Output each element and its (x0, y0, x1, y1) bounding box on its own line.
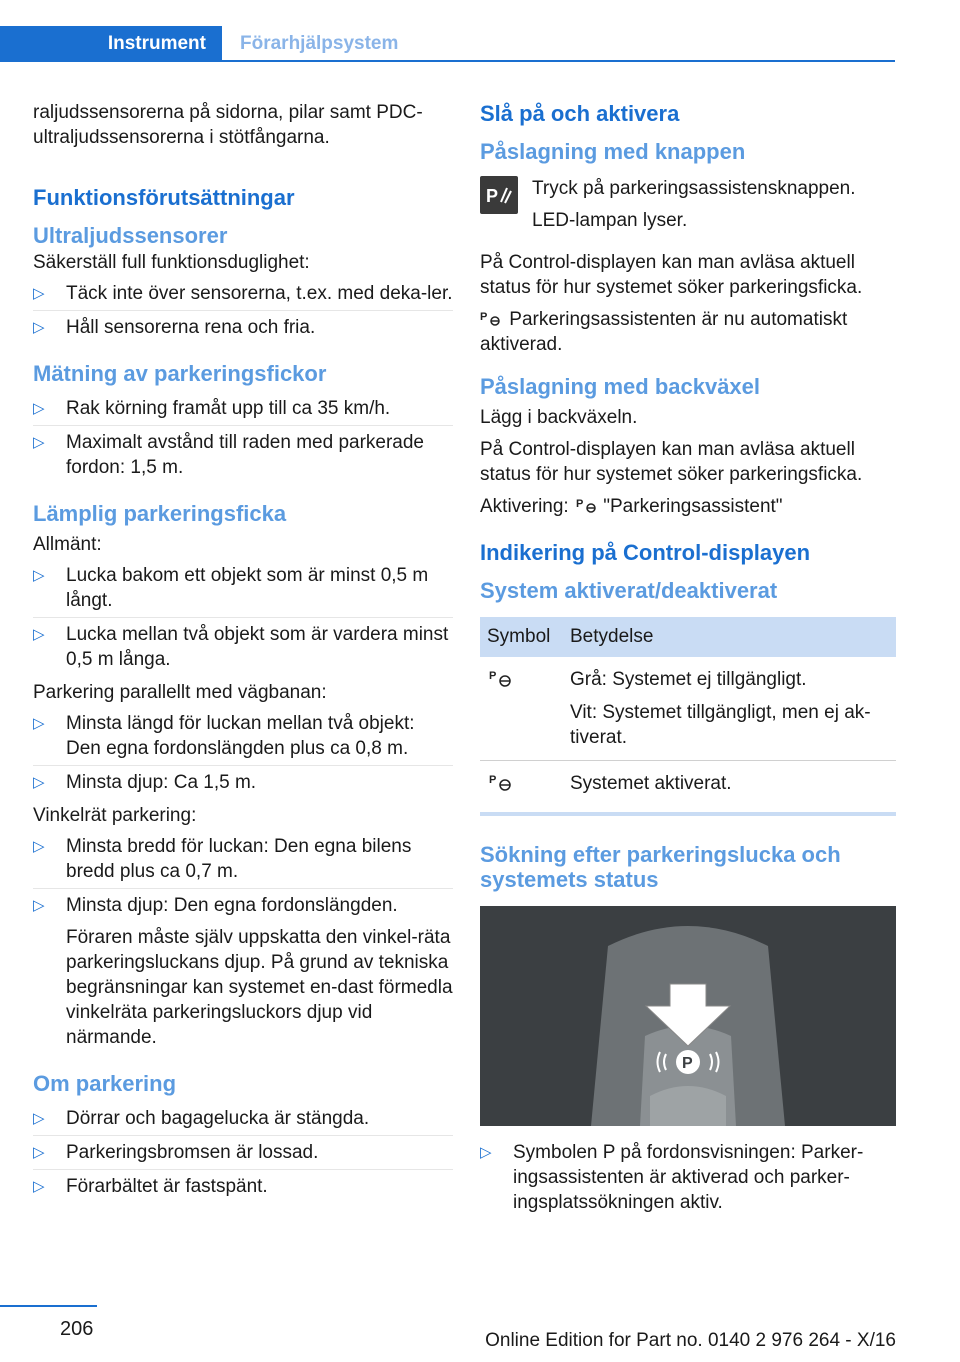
left-column (33, 100, 453, 1203)
rev-p3-row (480, 494, 896, 519)
tab-forarhjalpsystem[interactable]: Förarhjälpsystem (240, 33, 399, 54)
list-item: ▷ Maximalt avstånd till raden med parkerade fordon: 1,5 m. (33, 432, 425, 478)
page-number: 206 (60, 1318, 94, 1340)
ultra-text: Säkerställ full funktionsduglighet: (33, 252, 310, 273)
perp-note: Föraren måste själv uppskatta den vinkel-räta parkeringsluckans djup. På grund av tekniska begränsningar kan systemet en-dast förmedla vinkelräta parkeringsluckors djup vid närmande. (66, 927, 453, 1048)
meaning-white: Vit: Systemet tillgängligt, men ej ak-tiverat. (570, 702, 871, 748)
svg-text:P: P (682, 1055, 693, 1072)
heading-system-aktiverat: System aktiverat/deaktiverat (480, 578, 778, 603)
rev-p3-suffix: "Parkeringsassistent" (603, 496, 783, 517)
heading-lamplig: Lämplig parkeringsficka (33, 501, 287, 526)
heading-ultraljudssensorer: Ultraljudssensorer (33, 223, 228, 248)
parallel-label: Parkering parallellt med vägbanan: (33, 682, 327, 703)
list-item: ▷ Förarbältet är fastspänt. (33, 1176, 268, 1197)
tab-instrument[interactable]: Instrument (0, 26, 222, 62)
rev-p3-prefix: Aktivering: (480, 496, 569, 517)
meaning-grey: Grå: Systemet ej tillgängligt. (570, 669, 807, 690)
table-row (480, 657, 896, 761)
table-header-row (480, 617, 896, 657)
triangle-bullet-icon: ▷ (33, 400, 45, 417)
parking-assist-icon (480, 308, 504, 328)
list-item: ▷ Täck inte över sensorerna, t.ex. med deka-ler. (33, 277, 453, 311)
list-item: ▷ Lucka mellan två objekt som är vardera minst 0,5 m långa. (33, 624, 449, 670)
perp-list (33, 830, 453, 1054)
svg-text:P: P (489, 774, 497, 786)
list-item: ▷ Minsta längd för luckan mellan två objekt: Den egna fordonslängden plus ca 0,8 m. (33, 707, 453, 766)
triangle-bullet-icon: ▷ (33, 1110, 45, 1127)
triangle-bullet-icon: ▷ (33, 285, 45, 302)
meaning-cell (563, 657, 896, 761)
header-tabs (0, 26, 895, 62)
heading-funktionsforutsattningar: Funktionsförutsättningar (33, 185, 295, 210)
heading-backvaxel: Påslagning med backväxel (480, 374, 761, 399)
heading-matning: Mätning av parkeringsfickor (33, 361, 327, 386)
parking-assist-icon (574, 495, 598, 515)
triangle-bullet-icon: ▷ (33, 319, 45, 336)
symbol-cell (480, 657, 563, 761)
list-item: ▷ Minsta bredd för luckan: Den egna bilens bredd plus ca 0,7 m. (33, 830, 453, 889)
col-symbol: Symbol (480, 617, 563, 657)
triangle-bullet-icon: ▷ (480, 1144, 492, 1161)
list-item: ▷ Lucka bakom ett objekt som är minst 0,5 m långt. (33, 559, 453, 618)
list-item: ▷ Dörrar och bagagelucka är stängda. (33, 1102, 453, 1136)
button-instruction (480, 176, 896, 240)
symbol-cell (480, 761, 563, 815)
list-item: ▷ Rak körning framåt upp till ca 35 km/h. (33, 392, 453, 426)
button-text-2: LED-lampan lyser. (532, 210, 688, 231)
parking-assist-active-icon (487, 771, 517, 795)
ultra-list (33, 277, 453, 344)
vehicle-illustration (480, 906, 896, 1126)
heading-indikering: Indikering på Control-displayen (480, 540, 811, 565)
triangle-bullet-icon: ▷ (33, 567, 45, 584)
svg-text:P: P (480, 311, 488, 323)
table-row (480, 761, 896, 815)
right-column (480, 100, 896, 1219)
triangle-bullet-icon: ▷ (33, 1178, 45, 1195)
heading-om-parkering: Om parkering (33, 1071, 177, 1096)
symbol-table (480, 617, 896, 816)
footer-line (0, 1305, 97, 1307)
triangle-bullet-icon: ▷ (33, 838, 45, 855)
svg-text:P: P (575, 498, 584, 510)
rev-p1: Lägg i backväxeln. (480, 407, 638, 428)
list-item: ▷ Symbolen P på fordonsvisningen: Parker-ingsassistenten är aktiverad och parker-ingsplatssökningen aktiv. (480, 1142, 864, 1213)
meas-list (33, 392, 453, 484)
button-p2-row (480, 307, 896, 357)
triangle-bullet-icon: ▷ (33, 434, 45, 451)
suit-general: Allmänt: (33, 534, 102, 555)
park-list (33, 1102, 453, 1203)
list-item: ▷ Håll sensorerna rena och fria. (33, 317, 316, 338)
intro-text: raljudssensorerna på sidorna, pilar samt PDC-ultraljudssensorerna i stötfångarna. (33, 102, 423, 148)
heading-knappen: Påslagning med knappen (480, 139, 746, 164)
triangle-bullet-icon: ▷ (33, 897, 45, 914)
suit-list (33, 559, 453, 676)
search-list (480, 1136, 896, 1219)
parallel-list (33, 707, 453, 799)
rev-p2: På Control-displayen kan man avläsa aktuell status för hur systemet söker parkeringsficka. (480, 439, 863, 485)
parking-assist-icon (487, 667, 517, 691)
button-p1: På Control-displayen kan man avläsa aktuell status för hur systemet söker parkeringsficka. (480, 252, 863, 298)
triangle-bullet-icon: ▷ (33, 1144, 45, 1161)
edition-text: Online Edition for Part no. 0140 2 976 264 - X/16 (485, 1330, 896, 1351)
svg-text:P: P (486, 186, 499, 206)
button-p2: Parkeringsassistenten är nu automatiskt aktiverad. (480, 309, 848, 355)
list-item: ▷ Minsta djup: Den egna fordonslängden. Föraren måste själv uppskatta den vinkel-räta parkeringsluckans djup. På grund av tekniska begränsningar kan systemet en-dast förmedla vinkelräta parkeringsluckors djup vid närmande. (33, 895, 453, 1048)
meaning-cell: Systemet aktiverat. (563, 761, 896, 815)
vehicle-display-figure (480, 906, 896, 1126)
col-betydelse: Betydelse (563, 617, 896, 657)
list-item: ▷ Parkeringsbromsen är lossad. (33, 1136, 453, 1170)
heading-sokning: Sökning efter parkeringslucka och systemets status (480, 842, 841, 892)
svg-text:P: P (489, 670, 497, 682)
triangle-bullet-icon: ▷ (33, 774, 45, 791)
triangle-bullet-icon: ▷ (33, 626, 45, 643)
perp-label: Vinkelrät parkering: (33, 805, 197, 826)
button-text-1: Tryck på parkeringsassistensknappen. (532, 178, 856, 199)
parking-button-icon (480, 176, 518, 214)
heading-sla-pa: Slå på och aktivera (480, 101, 680, 126)
list-item: ▷ Minsta djup: Ca 1,5 m. (33, 772, 257, 793)
triangle-bullet-icon: ▷ (33, 715, 45, 732)
